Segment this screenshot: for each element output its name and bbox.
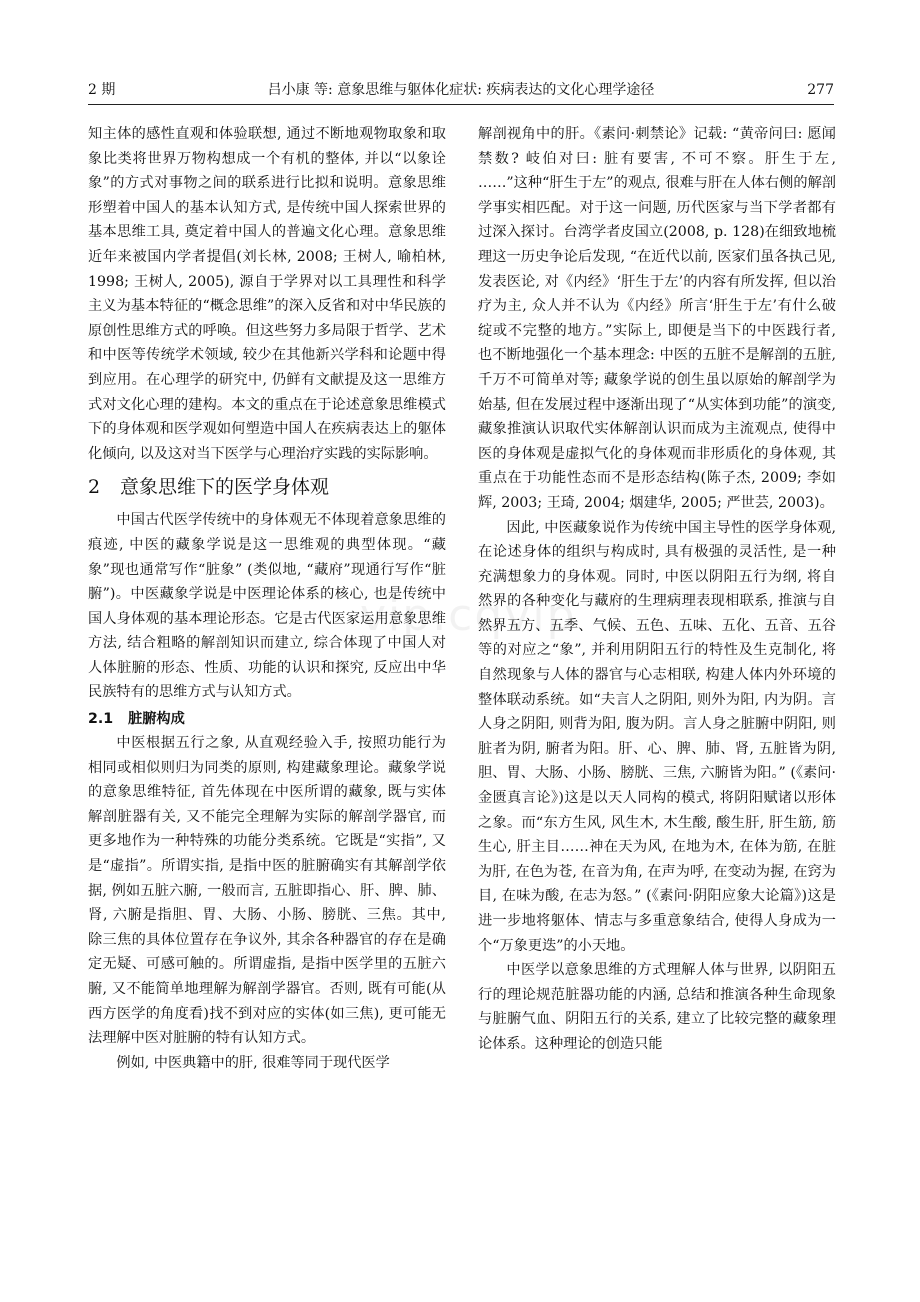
issue-label: 2 期 (88, 82, 116, 98)
paragraph: 中国古代医学传统中的身体观无不体现着意象思维的痕迹, 中医的藏象学说是这一思维观的典型体现。“藏象”现也通常写作“脏象” (类似地, “藏府”现通行写作“脏腑”)。中医藏象学说是中医理论体系的核心, 也是传统中国人身体观的基本理论形态。它是古代医家运用意象思维方法, 结合粗略的解剖知识而建立, 综合体现了中国人对人体脏腑的形态、性质、功能的认识和探究, 反应出中华民族特有的思维方式与认知方式。 (88, 512, 446, 701)
section-title: 意象思维下的医学身体观 (120, 476, 330, 499)
section-heading (88, 472, 446, 502)
subsection-heading (88, 707, 446, 731)
paragraph: 例如, 中医典籍中的肝, 很难等同于现代医学 (116, 1054, 390, 1071)
subsection-title: 脏腑构成 (128, 711, 185, 728)
running-header (88, 80, 834, 104)
paragraph: 因此, 中医藏象说作为传统中国主导性的医学身体观, 在论述身体的组织与构成时, 具有极强的灵活性, 是一种充满想象力的身体观。同时, 中医以阴阳五行为纲, 将自然界的各种变化与藏府的生理病理表现相联系, 推演与自然界五方、五季、气候、五色、五味、五化、五音、五谷等的对应之“象”, 并利用阴阳五行的特性及生克制化, 将自然现象与人体的器官与心志相联, 构建人体内外环境的整体联动系统。如“夫言人之阴阳, 则外为阳, 内为阴。言人身之阴阳, 则背为阳, 腹为阴。言人身之脏腑中阴阳, 则脏者为阴, 腑者为阳。肝、心、脾、肺、肾, 五脏皆为阴, 胆、胃、大肠、小肠、膀胱、三焦, 六腑皆为阳。” (《素问·金匮真言论》)这是以天人同构的模式, 将阴阳赋诸以形体之象。而“东方生风, 风生木, 木生酸, 酸生肝, 肝生筋, 筋生心, 肝主目……神在天为风, 在地为木, 在体为筋, 在脏为肝, 在色为苍, 在音为角, 在声为呼, 在变动为握, 在窍为目, 在味为酸, 在志为怒。” (《素问·阴阳应象大论篇》)这是进一步地将躯体、情志与多重意象结合, 使得人身成为一个“万象更迭”的小天地。 (478, 519, 836, 954)
header-rule (88, 104, 834, 105)
page-number: 277 (807, 82, 834, 98)
paragraph: 解剖视角中的肝。《素问·刺禁论》记载: “黄帝问曰: 愿闻禁数? 岐伯对曰: 脏有要害, 不可不察。肝生于左, ……”这种“肝生于左”的观点, 很难与肝在人体右侧的解剖学事实相匹配。对于这一问题, 历代医家与当下学者都有过深入探讨。台湾学者皮国立(2008, p. 128)在细致地梳理这一历史争论后发现, “在近代以前, 医家们虽各执己见, 发表医论, 对《内经》‘肝生于左’的内容有所发挥, 但以治疗为主, 众人并不认为《内经》所言‘肝生于左’有什么破绽或不完整的地方。”实际上, 即便是当下的中医践行者, 也不断地强化一个基本理念: 中医的五脏不是解剖的五脏, 千万不可简单对等; 藏象学说的创生虽以原始的解剖学为始基, 但在发展过程中逐渐出现了“从实体到功能”的演变, 藏象推演认识取代实体解剖认识而成为主流观点, 使得中医的身体观是虚拟气化的身体观而非形质化的身体观, 其重点在于功能性态而不是形态结构(陈子杰, 2009; 李如辉, 2003; 王琦, 2004; 烟建华, 2005; 严世芸, 2003)。 (478, 126, 836, 511)
watermark: vip.cqvip (360, 590, 577, 641)
paragraph: 中医学以意象思维的方式理解人体与世界, 以阴阳五行的理论规范脏器功能的内涵, 总结和推演各种生命现象与脏腑气血、阴阳五行的关系, 建立了比较完整的藏象理论体系。这种理论的创造只能 (478, 962, 836, 1052)
right-column (478, 122, 836, 1057)
left-column (88, 122, 446, 1075)
running-title: 吕小康 等: 意象思维与躯体化症状: 疾病表达的文化心理学途径 (267, 82, 655, 98)
paragraph: 中医根据五行之象, 从直观经验入手, 按照功能行为相同或相似则归为同类的原则, 构建藏象理论。藏象学说的意象思维特征, 首先体现在中医所谓的藏象, 既与实体解剖脏器有关, 又不能完全理解为实际的解剖学器官, 而更多地作为一种特殊的功能分类系统。它既是“实指”, 又是“虚指”。所谓实指, 是指中医的脏腑确实有其解剖学依据, 例如五脏六腑, 一般而言, 五脏即指心、肝、脾、肺、肾, 六腑是指胆、胃、大肠、小肠、膀胱、三焦。其中, 除三焦的具体位置存在争议外, 其余各种器官的存在是确定无疑、可感可触的。所谓虚指, 是指中医学里的五脏六腑, 又不能简单地理解为解剖学器官。否则, 既有可能(从西方医学的角度看)找不到对应的实体(如三焦), 更可能无法理解中医对脏腑的特有认知方式。 (88, 735, 446, 1047)
paragraph: 知主体的感性直观和体验联想, 通过不断地观物取象和取象比类将世界万物构想成一个有机的整体, 并以“以象诠象”的方式对事物之间的联系进行比拟和说明。意象思维形塑着中国人的基本认知方式, 是传统中国人探索世界的基本思维工具, 奠定着中国人的普遍文化心理。意象思维近年来被国内学者提倡(刘长林, 2008; 王树人, 喻柏林, 1998; 王树人, 2005), 源自于学界对以工具理性和科学主义为基本特征的“概念思维”的深入反省和对中华民族的原创性思维方式的呼唤。但这些努力多局限于哲学、艺术和中医等传统学术领域, 较少在其他新兴学科和论题中得到应用。在心理学的研究中, 仍鲜有文献提及这一思维方式对文化心理的建构。本文的重点在于论述意象思维模式下的身体观和医学观如何塑造中国人在疾病表达上的躯体化倾向, 以及这对当下医学与心理治疗实践的实际影响。 (88, 126, 446, 462)
section-number: 2 (88, 476, 101, 499)
subsection-number: 2.1 (88, 711, 114, 728)
